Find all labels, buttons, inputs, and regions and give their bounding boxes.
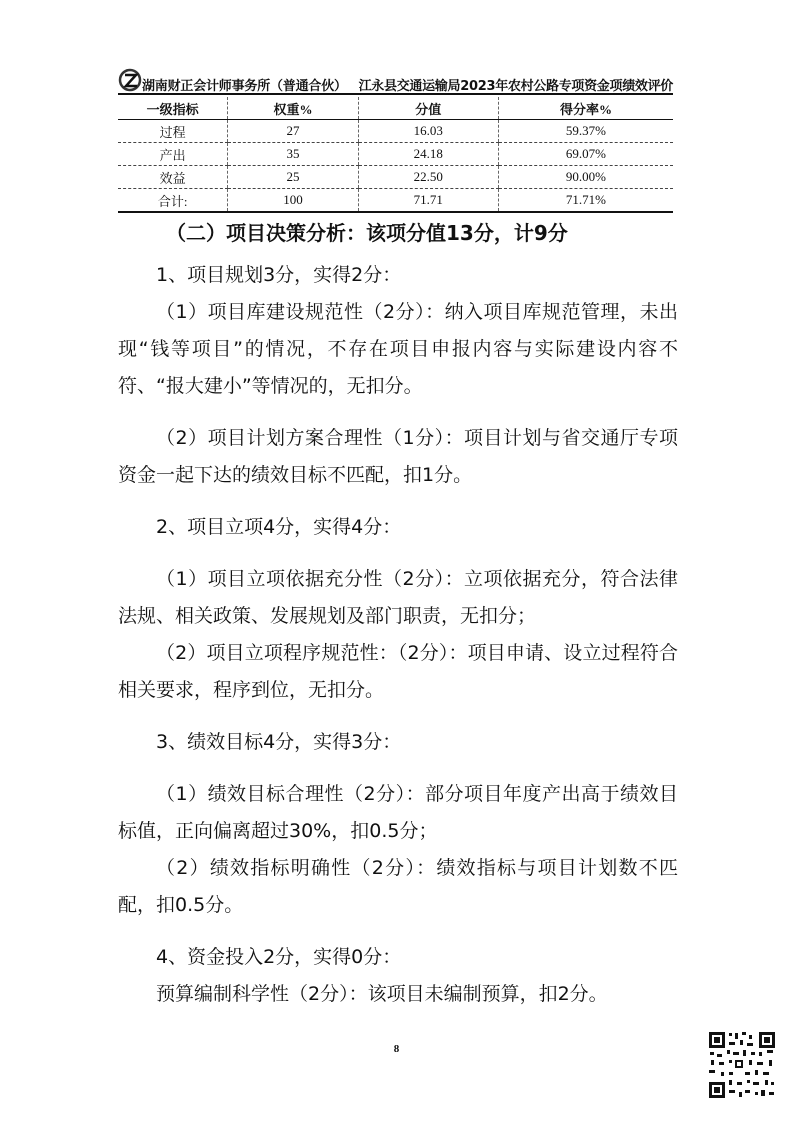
table-header-row [118,97,673,120]
qr-code-icon [707,1030,777,1100]
report-title: 江永县交通运输局2023年农村公路专项资金项绩效评价 [358,79,673,94]
table-total-row [118,189,673,213]
column-header: 权重% [228,97,358,120]
page-number: 8 [393,1043,400,1055]
table-cell: 过程 [118,120,228,143]
column-header: 一级指标 [118,97,228,120]
column-header: 得分率% [498,97,673,120]
table-cell: 69.07% [498,143,673,166]
table-cell: 71.71% [498,189,673,213]
table-cell: 25 [228,166,358,189]
table-cell: 59.37% [498,120,673,143]
table-row [118,143,673,166]
paragraph: （2）项目立项程序规范性：（2分）：项目申请、设立过程符合相关要求，程序到位，无扣分。 [118,642,678,701]
paragraph: 预算编制科学性（2分）：该项目未编制预算，扣2分。 [156,983,608,1005]
table-cell: 22.50 [358,166,498,189]
table-cell: 16.03 [358,120,498,143]
paragraph: （1）绩效目标合理性（2分）：部分项目年度产出高于绩效目标值，正向偏离超过30%，扣0.5分； [118,783,678,842]
page-header [118,68,673,94]
paragraph: （2）绩效指标明确性（2分）：绩效指标与项目计划数不匹配，扣0.5分。 [118,857,678,916]
item-heading: 4、资金投入2分，实得0分： [156,946,402,968]
table-cell: 27 [228,120,358,143]
table-cell: 90.00% [498,166,673,189]
item-heading: 2、项目立项4分，实得4分： [156,516,402,538]
table-cell: 效益 [118,166,228,189]
table-cell: 合计: [118,189,228,213]
paragraph: （2）项目计划方案合理性（1分）：项目计划与省交通厅专项资金一起下达的绩效目标不匹配，扣1分。 [118,427,678,486]
header-rule [118,93,673,95]
table-row [118,120,673,143]
table-cell: 35 [228,143,358,166]
paragraph: （1）项目库建设规范性（2分）：纳入项目库规范管理，未出现“钱等项目”的情况，不存在项目申报内容与实际建设内容不符、“报大建小”等情况的，无扣分。 [118,301,678,397]
firm-name: 湖南财正会计师事务所（普通合伙） [142,79,347,94]
table-cell: 产出 [118,143,228,166]
paragraph: （1）项目立项依据充分性（2分）：立项依据充分，符合法律法规、相关政策、发展规划及部门职责，无扣分； [118,568,678,627]
table-cell: 71.71 [358,189,498,213]
table-cell: 24.18 [358,143,498,166]
item-heading: 1、项目规划3分，实得2分： [156,264,402,286]
body-text [118,215,678,1013]
section-heading: （二）项目决策分析：该项分值13分，计9分 [166,221,568,245]
table-row [118,166,673,189]
score-table [118,97,673,213]
item-heading: 3、绩效目标4分，实得3分： [156,731,402,753]
table-cell: 100 [228,189,358,213]
column-header: 分值 [358,97,498,120]
